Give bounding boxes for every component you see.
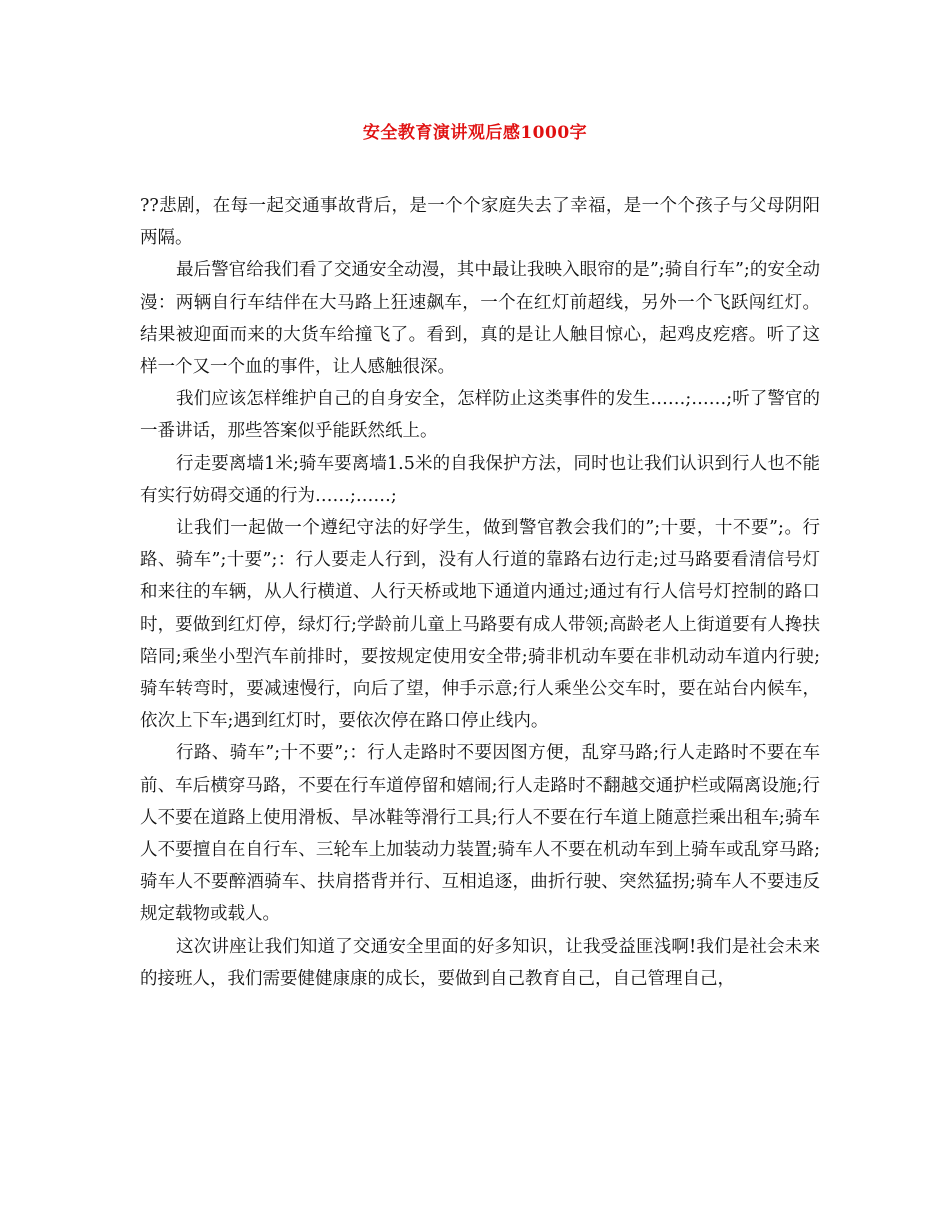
- paragraph-3: 我们应该怎样维护自己的自身安全，怎样防止这类事件的发生……;……;听了警官的一番讲话，那些答案似乎能跃然纸上。: [140, 389, 820, 442]
- paragraph-7: 这次讲座让我们知道了交通安全里面的好多知识，让我受益匪浅啊!我们是社会未来的接班人，我们需要健健康康的成长，要做到自己教育自己，自己管理自己，: [140, 936, 820, 989]
- paragraph-5: 让我们一起做一个遵纪守法的好学生，做到警官教会我们的”;十要，十不要”;。行路、骑车”;十要”;：行人要走人行到，没有人行道的靠路右边行走;过马路要看清信号灯和来往的车辆，从人行横道、人行天桥或地下通道内通过;通过有行人信号灯控制的路口时，要做到红灯停，绿灯行;学龄前儿童上马路要有成人带领;高龄老人上街道要有人搀扶陪同;乘坐小型汽车前排时，要按规定使用安全带;骑非机动车要在非机动动车道内行驶;骑车转弯时，要减速慢行，向后了望，伸手示意;行人乘坐公交车时，要在站台内候车，依次上下车;遇到红灯时，要依次停在路口停止线内。: [140, 518, 820, 732]
- paragraph-2: 最后警官给我们看了交通安全动漫，其中最让我映入眼帘的是”;骑自行车”;的安全动漫：两辆自行车结伴在大马路上狂速飙车，一个在红灯前超线，另外一个飞跃闯红灯。结果被迎面而来的大货车给撞飞了。看到，真的是让人触目惊心，起鸡皮疙瘩。听了这样一个又一个血的事件，让人感触很深。: [140, 260, 820, 378]
- paragraph-6: 行路、骑车”;十不要”;：行人走路时不要因图方便，乱穿马路;行人走路时不要在车前、车后横穿马路，不要在行车道停留和嬉闹;行人走路时不翻越交通护栏或隔离设施;行人不要在道路上使用滑板、旱冰鞋等滑行工具;行人不要在行车道上随意拦乘出租车;骑车人不要擅自在自行车、三轮车上加装动力装置;骑车人不要在机动车到上骑车或乱穿马路;骑车人不要醉酒骑车、扶肩搭背并行、互相追逐，曲折行驶、突然猛拐;骑车人不要违反规定载物或载人。: [140, 743, 820, 925]
- document-title: 安全教育演讲观后感1000字: [362, 123, 588, 143]
- paragraph-1: ??悲剧，在每一起交通事故背后，是一个个家庭失去了幸福，是一个个孩子与父母阴阳两隔。: [140, 196, 820, 249]
- document-body: [140, 190, 820, 995]
- paragraph-4: 行走要离墙1米;骑车要离墙1.5米的自我保护方法，同时也让我们认识到行人也不能有实行妨碍交通的行为……;……;: [140, 453, 820, 506]
